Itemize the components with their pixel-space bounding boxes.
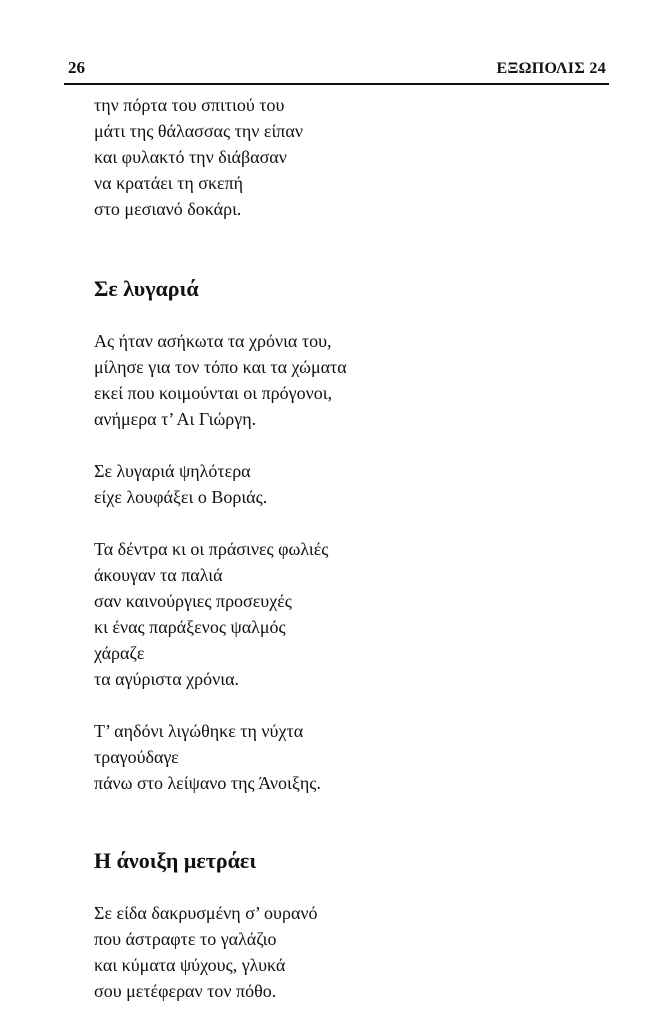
poem-stanza: [94, 328, 614, 432]
poem-line: την πόρτα του σπιτιού του: [94, 95, 285, 115]
poem-title: Σε λυγαριά: [94, 276, 199, 301]
poem-stanza: [94, 536, 614, 692]
poem-line: κι ένας παράξενος ψαλμός: [94, 617, 286, 637]
poem-line: χάραζε: [94, 643, 145, 663]
running-title: ΕΞΩΠΟΛΙΣ 24: [496, 60, 606, 77]
poem-line: Σε είδα δακρυσμένη σ’ ουρανό: [94, 903, 318, 923]
poem-line: Τα δέντρα κι οι πράσινες φωλιές: [94, 539, 329, 559]
poem-line: μάτι της θάλασσας την είπαν: [94, 121, 303, 141]
poem-line: σου μετέφεραν τον πόθο.: [94, 981, 277, 1001]
poem-line: τα αγύριστα χρόνια.: [94, 669, 240, 689]
poem-line: Ας ήταν ασήκωτα τα χρόνια του,: [94, 331, 332, 351]
poem-line: και φυλακτό την διάβασαν: [94, 147, 287, 167]
poem-line: τραγούδαγε: [94, 747, 179, 767]
poem-line: εκεί που κοιμούνται οι πρόγονοι,: [94, 383, 333, 403]
continuation-stanza: [94, 92, 614, 222]
poem-line: που άστραφτε το γαλάζιο: [94, 929, 277, 949]
poem-line: είχε λουφάξει ο Βοριάς.: [94, 487, 268, 507]
poem-stanza: [94, 458, 614, 510]
poem-line: σαν καινούργιες προσευχές: [94, 591, 292, 611]
poem-stanza: [94, 900, 614, 1004]
page-number: 26: [68, 58, 85, 77]
poem-line: άκουγαν τα παλιά: [94, 565, 223, 585]
poem-title: Η άνοιξη μετράει: [94, 848, 257, 873]
header-rule: [64, 83, 609, 85]
poem-line: ανήμερα τ’ Αι Γιώργη.: [94, 409, 257, 429]
poem-line: Σε λυγαριά ψηλότερα: [94, 461, 251, 481]
poem-line: μίλησε για τον τόπο και τα χώματα: [94, 357, 347, 377]
poem-line: να κρατάει τη σκεπή: [94, 173, 244, 193]
poem-line: Τ’ αηδόνι λιγώθηκε τη νύχτα: [94, 721, 304, 741]
poem-line: και κύματα ψύχους, γλυκά: [94, 955, 286, 975]
poem-line: στο μεσιανό δοκάρι.: [94, 199, 242, 219]
poem-stanza: [94, 718, 614, 796]
page-content: [94, 90, 614, 1004]
poem-line: πάνω στο λείψανο της Άνοιξης.: [94, 773, 321, 793]
